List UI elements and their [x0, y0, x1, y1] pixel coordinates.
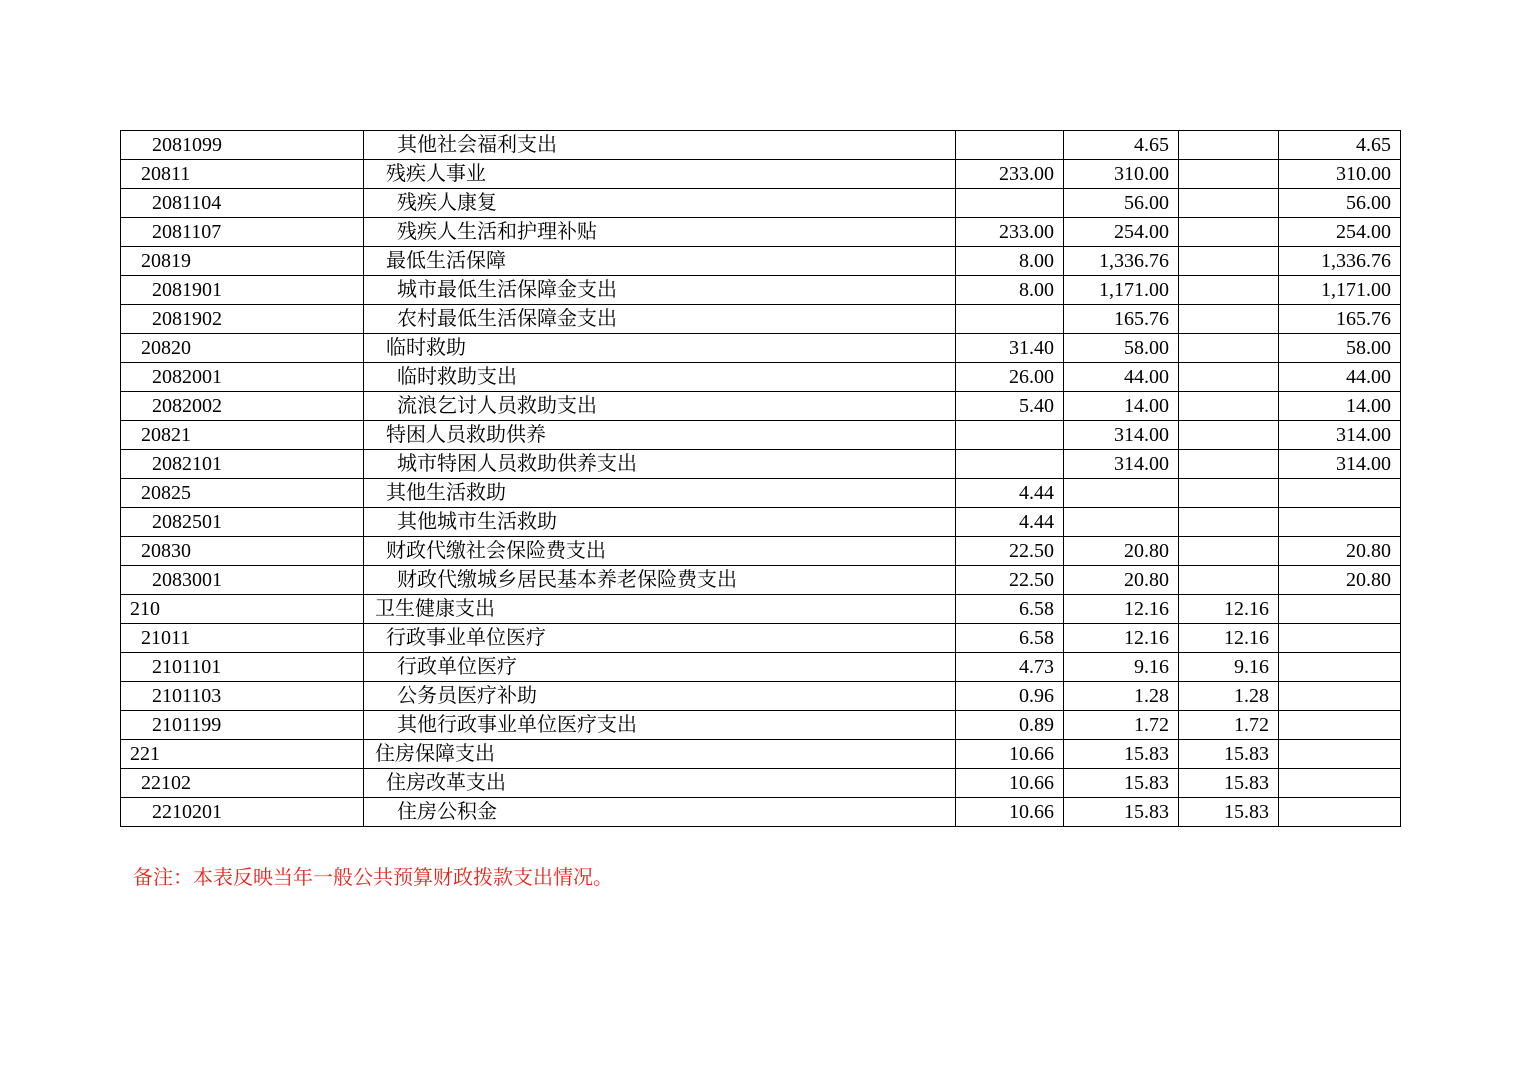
table-row [121, 276, 1401, 305]
subject-name-cell: 住房改革支出 [364, 769, 956, 798]
table-row [121, 189, 1401, 218]
amount-cell-col4 [1064, 479, 1179, 508]
subject-code-cell: 2081902 [121, 305, 364, 334]
subject-code-cell: 20820 [121, 334, 364, 363]
amount-cell-col6: 310.00 [1279, 160, 1401, 189]
amount-cell-col5 [1179, 247, 1279, 276]
amount-cell-col6 [1279, 798, 1401, 827]
subject-code-cell: 20821 [121, 421, 364, 450]
subject-name-cell: 财政代缴城乡居民基本养老保险费支出 [364, 566, 956, 595]
amount-cell-col3 [956, 421, 1064, 450]
subject-name-cell: 临时救助支出 [364, 363, 956, 392]
subject-name-cell: 城市特困人员救助供养支出 [364, 450, 956, 479]
amount-cell-col5: 9.16 [1179, 653, 1279, 682]
subject-code-cell: 20825 [121, 479, 364, 508]
amount-cell-col5 [1179, 218, 1279, 247]
amount-cell-col6: 165.76 [1279, 305, 1401, 334]
amount-cell-col3: 22.50 [956, 537, 1064, 566]
amount-cell-col4: 314.00 [1064, 421, 1179, 450]
amount-cell-col4: 15.83 [1064, 769, 1179, 798]
subject-code-cell: 20819 [121, 247, 364, 276]
amount-cell-col4: 1,336.76 [1064, 247, 1179, 276]
amount-cell-col6 [1279, 624, 1401, 653]
table-row [121, 421, 1401, 450]
subject-code-cell: 2082101 [121, 450, 364, 479]
amount-cell-col4: 20.80 [1064, 566, 1179, 595]
subject-name-cell: 临时救助 [364, 334, 956, 363]
amount-cell-col5 [1179, 363, 1279, 392]
amount-cell-col4: 254.00 [1064, 218, 1179, 247]
table-row [121, 247, 1401, 276]
subject-name-cell: 其他生活救助 [364, 479, 956, 508]
amount-cell-col6: 1,171.00 [1279, 276, 1401, 305]
amount-cell-col5: 15.83 [1179, 769, 1279, 798]
amount-cell-col3: 0.89 [956, 711, 1064, 740]
amount-cell-col3: 22.50 [956, 566, 1064, 595]
amount-cell-col4: 56.00 [1064, 189, 1179, 218]
subject-name-cell: 城市最低生活保障金支出 [364, 276, 956, 305]
subject-code-cell: 2082501 [121, 508, 364, 537]
amount-cell-col3: 6.58 [956, 595, 1064, 624]
subject-name-cell: 农村最低生活保障金支出 [364, 305, 956, 334]
amount-cell-col4: 310.00 [1064, 160, 1179, 189]
amount-cell-col6 [1279, 682, 1401, 711]
subject-code-cell: 22102 [121, 769, 364, 798]
table-row [121, 508, 1401, 537]
amount-cell-col3: 4.44 [956, 479, 1064, 508]
amount-cell-col3: 10.66 [956, 798, 1064, 827]
amount-cell-col4: 15.83 [1064, 740, 1179, 769]
table-row [121, 305, 1401, 334]
amount-cell-col6 [1279, 479, 1401, 508]
amount-cell-col3: 31.40 [956, 334, 1064, 363]
subject-code-cell: 221 [121, 740, 364, 769]
table-body [121, 131, 1401, 827]
table-row [121, 711, 1401, 740]
amount-cell-col5 [1179, 392, 1279, 421]
subject-name-cell: 公务员医疗补助 [364, 682, 956, 711]
amount-cell-col5 [1179, 450, 1279, 479]
amount-cell-col5 [1179, 566, 1279, 595]
subject-code-cell: 2083001 [121, 566, 364, 595]
subject-name-cell: 住房保障支出 [364, 740, 956, 769]
amount-cell-col3: 8.00 [956, 247, 1064, 276]
subject-code-cell: 2081104 [121, 189, 364, 218]
amount-cell-col5 [1179, 160, 1279, 189]
table-row [121, 334, 1401, 363]
amount-cell-col5 [1179, 421, 1279, 450]
amount-cell-col4: 44.00 [1064, 363, 1179, 392]
amount-cell-col5: 15.83 [1179, 740, 1279, 769]
amount-cell-col3: 10.66 [956, 769, 1064, 798]
amount-cell-col3: 26.00 [956, 363, 1064, 392]
amount-cell-col4: 20.80 [1064, 537, 1179, 566]
subject-name-cell: 残疾人生活和护理补贴 [364, 218, 956, 247]
table-row [121, 392, 1401, 421]
subject-name-cell: 卫生健康支出 [364, 595, 956, 624]
subject-code-cell: 2081107 [121, 218, 364, 247]
amount-cell-col4: 12.16 [1064, 624, 1179, 653]
amount-cell-col4: 1,171.00 [1064, 276, 1179, 305]
subject-name-cell: 行政单位医疗 [364, 653, 956, 682]
amount-cell-col3 [956, 189, 1064, 218]
amount-cell-col5: 12.16 [1179, 595, 1279, 624]
amount-cell-col5 [1179, 479, 1279, 508]
table-row [121, 160, 1401, 189]
amount-cell-col5: 1.28 [1179, 682, 1279, 711]
amount-cell-col3 [956, 131, 1064, 160]
budget-expenditure-table [120, 130, 1401, 827]
amount-cell-col3 [956, 450, 1064, 479]
table-row [121, 682, 1401, 711]
amount-cell-col5 [1179, 189, 1279, 218]
table-row [121, 653, 1401, 682]
amount-cell-col4: 4.65 [1064, 131, 1179, 160]
subject-code-cell: 2081901 [121, 276, 364, 305]
amount-cell-col3: 0.96 [956, 682, 1064, 711]
amount-cell-col3: 233.00 [956, 160, 1064, 189]
amount-cell-col4: 15.83 [1064, 798, 1179, 827]
subject-name-cell: 其他城市生活救助 [364, 508, 956, 537]
table-row [121, 218, 1401, 247]
table-row [121, 131, 1401, 160]
remark-note: 备注：本表反映当年一般公共预算财政拨款支出情况。 [133, 867, 613, 889]
subject-name-cell: 其他社会福利支出 [364, 131, 956, 160]
table-row [121, 537, 1401, 566]
subject-code-cell: 20811 [121, 160, 364, 189]
table-row [121, 363, 1401, 392]
amount-cell-col4: 314.00 [1064, 450, 1179, 479]
amount-cell-col5 [1179, 537, 1279, 566]
subject-name-cell: 其他行政事业单位医疗支出 [364, 711, 956, 740]
amount-cell-col6: 14.00 [1279, 392, 1401, 421]
subject-name-cell: 流浪乞讨人员救助支出 [364, 392, 956, 421]
amount-cell-col6 [1279, 769, 1401, 798]
table-row [121, 595, 1401, 624]
amount-cell-col5: 15.83 [1179, 798, 1279, 827]
amount-cell-col3: 4.73 [956, 653, 1064, 682]
amount-cell-col3: 5.40 [956, 392, 1064, 421]
amount-cell-col6 [1279, 653, 1401, 682]
amount-cell-col3: 4.44 [956, 508, 1064, 537]
amount-cell-col6: 20.80 [1279, 566, 1401, 595]
subject-name-cell: 行政事业单位医疗 [364, 624, 956, 653]
amount-cell-col5 [1179, 276, 1279, 305]
amount-cell-col5 [1179, 508, 1279, 537]
amount-cell-col5: 12.16 [1179, 624, 1279, 653]
table-row [121, 740, 1401, 769]
table-row [121, 798, 1401, 827]
subject-name-cell: 特困人员救助供养 [364, 421, 956, 450]
amount-cell-col6: 314.00 [1279, 450, 1401, 479]
amount-cell-col4: 1.28 [1064, 682, 1179, 711]
amount-cell-col6 [1279, 595, 1401, 624]
amount-cell-col4: 165.76 [1064, 305, 1179, 334]
amount-cell-col3: 6.58 [956, 624, 1064, 653]
subject-code-cell: 2101103 [121, 682, 364, 711]
subject-code-cell: 2081099 [121, 131, 364, 160]
amount-cell-col5: 1.72 [1179, 711, 1279, 740]
subject-name-cell: 住房公积金 [364, 798, 956, 827]
table-row [121, 769, 1401, 798]
amount-cell-col6: 254.00 [1279, 218, 1401, 247]
amount-cell-col6 [1279, 508, 1401, 537]
amount-cell-col3: 233.00 [956, 218, 1064, 247]
amount-cell-col6: 1,336.76 [1279, 247, 1401, 276]
amount-cell-col4: 1.72 [1064, 711, 1179, 740]
amount-cell-col4: 12.16 [1064, 595, 1179, 624]
subject-code-cell: 2101199 [121, 711, 364, 740]
subject-name-cell: 财政代缴社会保险费支出 [364, 537, 956, 566]
amount-cell-col6 [1279, 740, 1401, 769]
subject-code-cell: 20830 [121, 537, 364, 566]
amount-cell-col4: 9.16 [1064, 653, 1179, 682]
subject-code-cell: 21011 [121, 624, 364, 653]
table-row [121, 450, 1401, 479]
table-row [121, 624, 1401, 653]
table-row [121, 479, 1401, 508]
amount-cell-col6: 58.00 [1279, 334, 1401, 363]
amount-cell-col6: 44.00 [1279, 363, 1401, 392]
amount-cell-col3: 10.66 [956, 740, 1064, 769]
subject-code-cell: 2210201 [121, 798, 364, 827]
amount-cell-col6: 4.65 [1279, 131, 1401, 160]
amount-cell-col6: 20.80 [1279, 537, 1401, 566]
subject-code-cell: 2082002 [121, 392, 364, 421]
amount-cell-col6: 56.00 [1279, 189, 1401, 218]
subject-name-cell: 最低生活保障 [364, 247, 956, 276]
amount-cell-col5 [1179, 305, 1279, 334]
amount-cell-col5 [1179, 131, 1279, 160]
amount-cell-col6: 314.00 [1279, 421, 1401, 450]
amount-cell-col6 [1279, 711, 1401, 740]
subject-code-cell: 2082001 [121, 363, 364, 392]
table-row [121, 566, 1401, 595]
amount-cell-col4: 58.00 [1064, 334, 1179, 363]
subject-name-cell: 残疾人康复 [364, 189, 956, 218]
amount-cell-col3: 8.00 [956, 276, 1064, 305]
amount-cell-col5 [1179, 334, 1279, 363]
amount-cell-col4: 14.00 [1064, 392, 1179, 421]
subject-name-cell: 残疾人事业 [364, 160, 956, 189]
amount-cell-col3 [956, 305, 1064, 334]
amount-cell-col4 [1064, 508, 1179, 537]
subject-code-cell: 2101101 [121, 653, 364, 682]
subject-code-cell: 210 [121, 595, 364, 624]
